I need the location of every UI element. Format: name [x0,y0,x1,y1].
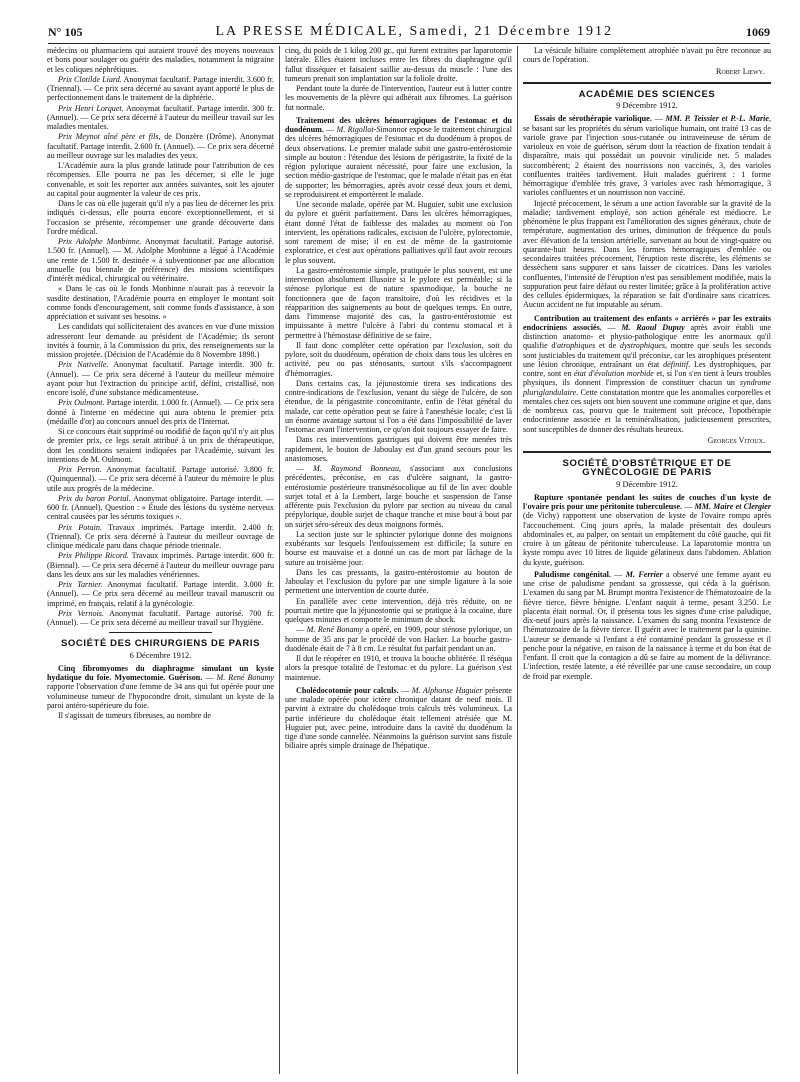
article-author: M. Rigollot-Simonnot [336,125,407,134]
paragraph: « Dans le cas où le fonds Monbinne n'aurait pas à recevoir la susdite destination, l'Académie pourra en employer le montant soit comme fonds d'encouragement, soit comme fonds d'assistance, à son appréciation et suivant ses besoins. » [47,284,274,321]
signature: Georges Vitoux. [707,435,765,445]
paragraph: La section juste sur le sphincter pylorique donne des moignons exubérants sur lesquels l'enfouissement est difficile; la suture en bourse est mauvaise et a donné un cas de mort par lâchage de la suture au troisième jour. [285,529,512,567]
text-run: . Les dystrophiques, par contre, sont en [523,359,771,378]
prize-name: Prix du baron Portal. [58,493,131,503]
prize-entry [47,551,274,579]
paragraph: Une seconde malade, opérée par M. Huguier, subit une exclusion du pylore et guérit parfaitement. Dans les ulcères hémorragiques, étant donné l'état de faiblesse des malades au moment où l'on intervient, les opérations radicales, excision de l'ulcère, pylorectomie, sont rarement de mise; il en est de même de la gastrotomie exploratrice, et c'est aux opérations palliatives qu'il faut avoir recours le plus souvent. [285,200,512,265]
article-author: M. Raoul Dupuy [621,322,685,332]
prize-entry [47,360,274,397]
paragraph: La gastro-entérostomie simple, pratiquée le plus souvent, est une intervention absolument illusoire si le pylore est perméable; si la sténose pylorique est de nature spasmodique, la bouche ne fonctionnera que de façon transitoire, d'où les récidives et la réapparition des saignements au bout de quelques temps. En outre, dans l'immense majorité des cas, la gastro-entérostomie est impuissante à mettre l'ulcère à l'abri du contenu stomacal et à permettre à l'hémostase définitive de se faire. [285,265,512,340]
article-author: M. Ferrier [625,569,663,579]
article-text: (de Vichy) rapportent une observation de kyste de l'ovaire rompu après l'accouchement. Cinq jours après, la malade présentait des douleurs abdominales et, au palper, on sentait un empâtement du côté gauche, qui fit croire à un gâteau de péritonite tuberculeuse. La laparotomie montra un kyste rompu avec 10 litres de liquide gélatineux dans l'abdomen. Ablation du kyste, guérison. [523,511,771,567]
section-date: 9 Décembre 1912. [616,479,678,489]
text-run: atrophiques [556,341,596,351]
prize-name: Prix Vernois. [58,608,104,618]
text-run: , s'associant aux conclusions précédentes, préconise, en cas d'ulcère saignant, la gastro-entérostomie postérieure transmésocolique au fil de lin avec double surjet total et à la Lembert, large bouche et suspension de l'anse afférente puis l'exclusion du pylore par section au niveau du canal prépylorique, double surjet de chaque tranche et mise bout à bout par un surjet séro-séreux des deux moignons formés. [285,464,512,529]
article-author: MM. P. Teissier et P.-L. Marie [665,114,769,124]
prize-entry [47,398,274,426]
prize-text: Anonymat facultatif. Partage interdit. 300 fr. (Annuel). — Ce prix sera décerné à l'auteur du meilleur travail sur les maladies mentales. [47,103,274,131]
column-rule [279,46,280,1074]
paragraph: La vésicule biliaire complètement atrophiée n'avait pu être reconnue au cours de l'opération. [523,46,771,65]
section-title: SOCIÉTÉ DES CHIRURGIENS DE PARIS [60,638,261,650]
issue-number: N° 105 [48,25,83,39]
paragraph: — M. Raymond Bonneau, s'associant aux conclusions précédentes, préconise, en cas d'ulcère saignant, la gastro-entérostomie postérieure transmésocolique au fil de lin avec double surjet total et à la Lembert, large bouche et suspension de l'anse afférente puis l'exclusion du pylore par section au niveau du canal prépylorique, double surjet de chaque tranche et mise bout à bout par un surjet séro-séreux des deux moignons formés. [285,464,512,529]
prize-name: Prix Adolphe Monbinne. [58,237,142,246]
paragraph: Injecté précocement, le sérum a une action favorable sur la gravité de la maladie; tardivement employé, son action générale est médiocre. Le phénomène le plus frappant est l'amélioration des signes généraux, chute de température, augmentation des urines, diminution de fréquence du pouls avec élévation de la tension artérielle, survenant au bout de vingt-quatre ou quarante-huit heures. Dans les formes hémorragiques d'emblée ou secondaires traitées précocement, l'éruption reste discrète, les éléments se dessèchent sans suppurer et sans laisser de cicatrices. Dans les varioles confluentes, l'intensité de l'éruption n'est pas sensiblement modifiée, mais la suppuration peut faire défaut ou rester limitée; grâce à la prolifération active des cellules épidermiques, la réparation se fait d'ordinaire sans cicatrices. Aucun accident ne fut imputable au sérum. [523,198,771,310]
column-2 [285,46,512,1076]
prize-text: Anonymat facultatif. Partage autorisé. 700 fr. (Annuel). — Ce prix sera décerné au meilleur travail sur l'hygiène. [47,608,274,627]
text-run: et de [595,341,620,351]
section-title: ACADÉMIE DES SCIENCES [578,88,716,100]
section-divider [109,632,211,633]
page-header [48,16,770,44]
text-run: , montre que seuls les seconds sont justiciables du traitement qu'il préconise, car les atrophiques présentent une lésion chronique, entraînant un état [523,341,771,369]
prize-text: Anonymat facultatif. Partage interdit. 3.000 fr. (Annuel). — Ce prix sera décerné au meilleur travail manuscrit ou imprimé, en français, relatif à la gynécologie. [47,580,274,608]
column-1 [47,46,274,1076]
prize-name: Prix Meynot aîné père et fils, [58,132,161,142]
prize-entry [47,609,274,628]
prize-name: Prix Philippe Ricord. [58,551,129,561]
paragraph: Dans les cas pressants, la gastro-entérostomie au bouton de Jaboulay et l'exclusion du pylore par une simple ligature à la soie permettent une intervention de courte durée. [285,567,512,596]
article-text: présente une malade opérée pour ictère chronique datant de neuf mois. Il parvint à extraire du cholédoque trois calculs très volumineux. La partie inférieure du cholédoque était tellement atrésiée que M. Huguier put, avec peine, introduire dans la cavité du duodénum la tige d'une sonde cannelée. Néanmoins la guérison survint sans fistule biliaire après simple drainage de l'hépatique. [285,685,512,751]
article-text: a observé une femme ayant eu une crise de paludisme pendant sa grossesse, qui céda à la guérison. L'examen du sang par M. Brumpt montra l'existence de l'hématozoaire de la fièvre tierce, fièvre bénigne. L'enfant naquit à terme, pesant 3.250. Le placenta était normal. Or, il présenta tous les signes d'une crise paludique, dix-neuf jours après la naissance. L'examen du sang montra l'existence de l'hématozoaire de la fièvre tierce. Il guérit avec le traitement par la quinine. L'auteur se demande si l'enfant a été contaminé pendant la grossesse et il penche pour la négative, en raison de la naissance à terme et du bon état de l'enfant. Il croit que la contagion a dû se faire au moment de la délivrance. L'infection, restée latente, a été réveillée par une cause secondaire, un coup de froid par exemple. [523,569,771,681]
article-title: Cinq fibromyomes du diaphragme simulant un kyste hydatique du foie. Myomectomie. Guérison. [47,663,274,682]
section-title: SOCIÉTÉ D'OBSTÉTRIQUE ET DE GYNÉCOLOGIE DE PARIS [562,458,732,479]
column-3 [523,46,771,1076]
prize-entry [47,75,274,103]
section-date: 9 Décembre 1912. [616,101,678,110]
prize-text: Anonymat facultatif. Partage autorisé. 1.500 fr. (Annuel). — M. Adolphe Monbinne a légué à l'Académie une rente de 1.500 fr. destinée « à subventionner par une allocation annuelle (ou biennale de préférence) des missions scientifiques d'intérêt médical, chirurgical ou vétérinaire. [47,237,274,283]
article: Cinq fibromyomes du diaphragme simulant un kyste hydatique du foie. Myomectomie. Guérison. — M. René Bonamy rapporte l'observation d'une femme de 34 ans qui fut opérée pour une volumineuse tumeur de l'hypocondre droit, simulant un kyste de la paroi antéro-supérieure du foie. [47,663,274,710]
page-number: 1069 [746,25,770,39]
article-text: expose le traitement chirurgical des ulcères hémorragiques de l'estomac et du duodénum à propos de deux observations. Le premier malade subit une gastro-entérostomie simple au bouton : l'étendue des lésions de périgastrite, la fixité de la région pylorique auraient nécessité, pour faire une exclusion, la section médio-gastrique de l'estomac, que le malade n'était pas en état de supporter; les hémorragies, après avoir cessé deux jours et demi, se reproduisirent et emportèrent le malade. [285,125,512,199]
text-run: exclusion [451,340,482,350]
article-title: Essais de sérothérapie variolique. [534,114,652,124]
prize-entry [47,237,274,283]
article-author: M. René Bonamy [216,673,274,682]
prize-name: Prix Henri Lorquet. [58,103,124,113]
prize-entry [47,104,274,132]
article-title: Paludisme congénital. [534,569,611,579]
paragraph: médecins ou pharmaciens qui auraient trouvé des moyens nouveaux et bons pour soulager ou guérir des maladies, notamment la migraine et les coliques néphrétiques. [47,46,274,74]
paragraph: cinq, du poids de 1 kilog 200 gr., qui furent extraites par laparotomie latérale. Elles étaient incluses entre les fibres du diaphragme qu'il fallut disséquer et faisaient saillie au-dessus du muscle : l'une des tumeurs prenait son implantation sur la foliole droite. [285,46,512,83]
paragraph: L'Académie aura la plus grande latitude pour l'attribution de ces récompenses. Elle pourra ne pas les décerner, si elle le juge convenable, et soit les reporter aux années suivantes, soit les ajouter au capital pour augmenter la valeur de ces prix. [47,161,274,198]
section-divider [523,82,771,84]
article: Rupture spontanée pendant les suites de couches d'un kyste de l'ovaire pris pour une péritonite tuberculeuse. — MM. Maire et Clergier (de Vichy) rapportent une observation de kyste de l'ovaire rompu après l'accouchement. Cinq jours après, la malade présentait des douleurs abdominales et, au palper, on sentait un empâtement du côté gauche, qui fit croire à un gâteau de péritonite tuberculeuse. La laparotomie montra un kyste rompu avec 10 litres de liquide gélatineux dans l'abdomen. Ablation du kyste, guérison. [523,492,771,567]
paragraph: Les candidats qui solliciteraient des avances en vue d'une mission adresseront leur demande au président de l'Académie; ils seront invités à fournir, à la Commission du prix, des renseignements sur la mission projetée. (Décision de l'Académie du 8 Novembre 1898.) [47,322,274,359]
article-author: M. Raymond Bonneau [313,464,399,473]
prize-entry [47,465,274,493]
paragraph: Il s'agissait de tumeurs fibreuses, au nombre de [58,711,211,720]
prize-text: Anonymat facultatif. Partage interdit. 3.600 fr. (Triennal). — Ce prix sera décerné au savant ayant apporté le plus de perfectionnement dans le traitement de la diphtérie. [47,74,274,103]
prize-name: Prix Perron. [58,465,102,474]
prize-text: Anonymat facultatif. Partage interdit. 300 fr. (Annuel). — Ce prix sera décerné à l'auteur du meilleur mémoire ayant pour but l'extraction du principe actif, défini, cristallisé, non encore isolé, d'une substance médicamenteuse. [47,360,274,397]
article: Paludisme congénital. — M. Ferrier a observé une femme ayant eu une crise de paludisme pendant sa grossesse, qui céda à la guérison. L'examen du sang par M. Brumpt montra l'existence de l'hématozoaire de la fièvre tierce, fièvre bénigne. L'enfant naquit à terme, pesant 3.250. Le placenta était normal. Or, il présenta tous les signes d'une crise paludique, dix-neuf jours après la naissance. L'examen du sang montra l'existence de l'hématozoaire de la fièvre tierce. Il guérit avec le traitement par la quinine. L'auteur se demande si l'enfant a été contaminé pendant la grossesse et il penche pour la négative, en raison de la naissance à terme et du bon état de l'enfant. Il croit que la contagion a dû se faire au moment de la délivrance. L'infection, restée latente, a été réveillée par une cause secondaire, un coup de froid par exemple. [523,569,771,681]
paragraph: En parallèle avec cette intervention, déjà très réduite, on ne pourrait mettre que la jéjunostomie qui se pratique à la cocaïne, dure quelques minutes et comporte le minimum de shock. [285,596,512,624]
journal-title: LA PRESSE MÉDICALE, Samedi, 21 Décembre 1912 [215,24,613,39]
prize-name: Prix Clotilde Liard. [58,74,122,84]
text-run: définitif [663,359,689,369]
column-rule [517,46,518,1074]
prize-name: Prix Potain. [58,522,102,532]
paragraph: Si ce concours était supprimé ou modifié de façon qu'il n'y ait plus de premier prix, ce legs serait attribué à un prix de thérapeutique, dont les conditions seraient indiquées par l'Académie, suivant les intentions de M. Oulmont. [47,427,274,464]
paragraph: — M. René Bonamy a opéré, en 1909, pour sténose pylorique, un homme de 35 ans par le procédé de von Hacker. La bouche gastro-duodénale était de 7 à 8 cm. Le résultat fut parfait pendant un an. [285,625,512,653]
paragraph [285,341,512,378]
article: Cholédocotomie pour calculs. — M. Alphonse Huguier présente une malade opérée pour ictère chronique datant de neuf mois. Il parvint à extraire du cholédoque trois calculs très volumineux. La partie inférieure du cholédoque était tellement atrésiée que M. Huguier put, avec peine, introduire dans la cavité du duodénum la tige d'une sonde cannelée. Néanmoins la guérison survint sans fistule biliaire après simple drainage de l'hépatique. [285,685,512,751]
prize-entry [47,580,274,608]
prize-entry [47,132,274,160]
text-run: état d'évolution morbide [573,369,654,378]
text-run: , soit du pylore, soit du duodénum, opération de choix dans tous les ulcères en activité, peu ou pas sténosants, surtout s'ils s'accompagnent d'hémorragies. [285,340,512,378]
section-divider [523,451,771,453]
paragraph: Dans ces interventions gastriques qui doivent être menées très rapidement, le bouton de Jaboulay est d'un grand secours pour les anastomoses. [285,435,512,463]
prize-text: Travaux imprimés. Partage interdit. 2.400 fr. (Triennal). Ce prix sera décerné à l'auteur du meilleur ouvrage de clinique médicale paru dans chaque période triennale. [47,522,274,550]
prize-name: Prix Tarnier. [58,580,103,589]
text-run: Il faut donc compléter cette opération par l' [296,340,452,350]
article-title: Contribution au traitement des enfants « arriérés » par les extraits endocriniens associés. [523,313,771,332]
article-text: rapporte l'observation d'une femme de 34 ans qui fut opérée pour une volumineuse tumeur de l'hypocondre droit, simulant un kyste de la paroi antéro-supérieure du foie. [47,682,274,710]
prize-name: Prix Nativelle. [58,360,109,370]
signature: Robert Lœwy. [715,66,765,76]
article-title: Cholédocotomie pour calculs. [296,685,399,695]
prize-text: Anonymat obligatoire. Partage interdit. — 600 fr. (Annuel). Question : « Étude des lésions du système nerveux central causées par les sérums toxiques ». [47,493,274,522]
article: Essais de sérothérapie variolique. — MM. P. Teissier et P.-L. Marie, se basant sur les propriétés du sérum variolique humain, ont traité 13 cas de variole grave par l'injection sous-cutanée ou intraveineuse de sérum de varioleux en voie de guérison, sérum dont la réaction de fixation tendait à disparaître, mais qui possédait un pouvoir virulicide net. 5 malades succombèrent; 2 étaient des nourrissons non vaccinés, 3, des varioles confluentes traitées tardivement. Huit malades guérirent : 1 forme hémorragique d'emblée très grave, 3 varioles avec rash hémorragique, 3 varioles confluentes et un nourrisson non vacciné. [523,114,771,198]
prize-name: Prix Oulmont. [58,398,105,408]
text-run: après avoir établi une distinction anatomo- et physio-pathologique entre les anormaux qu'il qualifie d' [523,322,771,351]
article-author: M. Alphonse Huguier [411,685,483,695]
prize-text: Travaux imprimés. Partage interdit. 600 fr. (Biennal). — Ce prix sera décerné à l'auteur du meilleur ouvrage paru dans les deux ans sur les maladies vénériennes. [47,551,274,579]
paragraph: Dans le cas où elle jugerait qu'il n'y a pas lieu de décerner les prix indiqués ci-dessus, elle pourra encore exceptionnellement, et si l'occasion se présente, récompenser une grande découverte dans l'ordre médical. [47,199,274,236]
text-run: syndrome pluriglandulaire [523,378,771,397]
article-title: Traitement des ulcères hémorragiques de l'estomac et du duodénum. [285,115,512,134]
prize-text: Partage interdit. 1.000 fr. (Annuel). — Ce prix sera donné à l'interne en médecine qui aura obtenu le premier prix (médaille d'or) au concours annuel des prix de l'Internat. [47,398,274,426]
prize-text: Anonymat facultatif. Partage autorisé. 3.800 fr. (Quinquennal). — Ce prix sera décerné à l'auteur du mémoire le plus utile aux progrès de la médecine. [47,465,274,493]
prize-entry [47,523,274,551]
text-run: a opéré, en 1909, pour sténose pylorique, un homme de 35 ans par le procédé de von Hacker. La bouche gastro-duodénale était de 7 à 8 cm. Le résultat fut parfait pendant un an. [285,625,512,653]
paragraph: Pendant toute la durée de l'intervention, l'auteur eut à lutter contre les mouvements de la plèvre qui adhérait aux fibromes. La guérison fut normale. [285,84,512,112]
article: Contribution au traitement des enfants « arriérés » par les extraits endocriniens associés. — M. Raoul Dupuy après avoir établi une distinction anatomo- et physio-pathologique entre les anormaux qu'il qualifie d'atrophiques et de dystrophiques, montre que seuls les seconds sont justiciables du traitement qu'il préconise, car les atrophiques présentent une lésion chronique, entraînant un état définitif. Les dystrophiques, par contre, sont en état d'évolution morbide et, si l'on s'en tient à leurs troubles physiques, ils donnent l'impression de constituer chacun un syndrome pluriglandulaire. Cette constatation montre que les anomalies corporelles et mentales chez ces sujets ont bien souvent une commune origine et que, dans de nombreux cas, pourvu que le traitement soit précoce, l'opothérapie endocrinienne associée et la reminéralisation, judicieusement prescrites, sont susceptibles de donner des résultats heureux. [523,313,771,434]
text-run: dystrophiques [619,341,666,351]
section-date: 6 Décembre 1912. [129,650,192,660]
paragraph: Dans certains cas, la jéjunostomie tirera ses indications des contre-indications de l'exclusion, venant du siège de l'ulcère, de son étendue, de la périgastrite concomitante, enfin de l'état général du malade, car cette opération peut se faire à l'anesthésie locale; c'est là un énorme avantage surtout si l'on a été dans l'impossibilité de laver l'estomac avant l'intervention, ce qu'on doit toujours essayer de faire. [285,378,512,434]
text-run: et, si l'on s'en tient à leurs troubles physiques, ils donnent l'impression de constituer chacun un [523,369,771,388]
text-run: . Cette constatation montre que les anomalies corporelles et mentales chez ces sujets ont bien souvent une commune origine et que, dans de nombreux cas, pourvu que le traitement soit précoce, l'opothérapie endocrinienne associée et la reminéralisation, judicieusement prescrites, sont susceptibles de donner des résultats heureux. [523,387,771,434]
article-author: MM. Maire et Clergier [694,502,771,511]
article-text: , se basant sur les propriétés du sérum variolique humain, ont traité 13 cas de variole grave par l'injection sous-cutanée ou intraveineuse de sérum de varioleux en voie de guérison, sérum dont la réaction de fixation tendait à disparaître, mais qui possédait un pouvoir virulicide net. 5 malades succombèrent; 2 étaient des nourrissons non vaccinés, 3, des varioles confluentes traitées tardivement. Huit malades guérirent : 1 forme hémorragique d'emblée très grave, 3 varioles avec rash hémorragique, 3 varioles confluentes et un nourrisson non vacciné. [523,114,771,198]
article-title: Rupture spontanée pendant les suites de couches d'un kyste de l'ovaire pris pour une péritonite tuberculeuse. [523,492,771,511]
paragraph: Il dut le réopérer en 1910, et trouva la bouche oblitérée. Il réséqua alors la presque totalité de l'estomac et du pylore. La guérison s'est maintenue. [285,654,512,682]
prize-text: de Donzère (Drôme). Anonymat facultatif. Partage interdit. 2.600 fr. (Annuel). — Ce prix sera décerné au meilleur ouvrage sur les maladies des yeux. [47,132,274,160]
prize-entry [47,494,274,522]
article: Traitement des ulcères hémorragiques de l'estomac et du duodénum. — M. Rigollot-Simonnot expose le traitement chirurgical des ulcères hémorragiques de l'estomac et du duodénum à propos de deux observations. Le premier malade subit une gastro-entérostomie simple au bouton : l'étendue des lésions de périgastrite, la fixité de la région pylorique auraient nécessité, pour faire une exclusion, la section médio-gastrique de l'estomac, que le malade n'était pas en état de supporter; les hémorragies, après avoir cessé deux jours et demi, se reproduisirent et emportèrent le malade. [285,115,512,199]
article-author: M. René Bonamy [306,625,363,635]
